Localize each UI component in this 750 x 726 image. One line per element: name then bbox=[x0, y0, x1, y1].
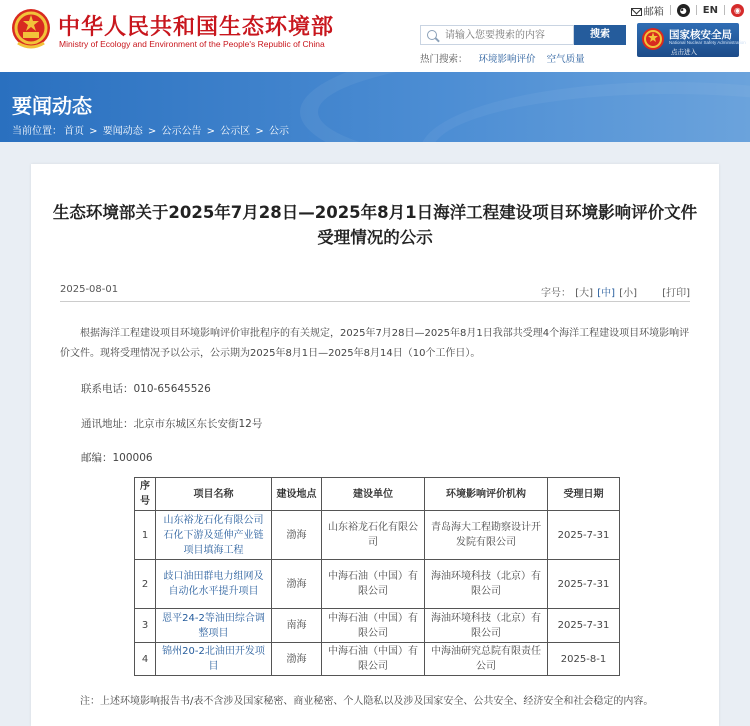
article-meta bbox=[60, 282, 690, 302]
breadcrumb-label: 当前位置： bbox=[12, 126, 62, 137]
divider bbox=[696, 5, 697, 15]
eia-agency: 中海油研究总院有限责任公司 bbox=[425, 643, 548, 676]
font-size-medium-button[interactable]: [中] bbox=[597, 288, 615, 299]
search-input[interactable] bbox=[445, 28, 571, 43]
eia-agency: 青岛海大工程勘察设计开发院有限公司 bbox=[425, 511, 548, 560]
mail-label: 邮箱 bbox=[643, 6, 664, 18]
article-card bbox=[31, 164, 719, 726]
hot-searches bbox=[420, 51, 593, 65]
breadcrumb-home[interactable]: 首页 bbox=[64, 126, 84, 137]
eia-agency: 海油环境科技（北京）有限公司 bbox=[425, 560, 548, 609]
article-title: 生态环境部关于2025年7月28日—2025年8月1日海洋工程建设项目环境影响评价文件受理情况的公示 bbox=[52, 203, 698, 247]
table-header: 环境影响评价机构 bbox=[425, 478, 548, 511]
project-location: 渤海 bbox=[272, 511, 322, 560]
font-size-label: 字号： bbox=[541, 288, 571, 299]
project-name-link[interactable]: 歧口油田群电力组网及自动化水平提升项目 bbox=[156, 560, 272, 609]
project-builder: 中海石油（中国）有限公司 bbox=[322, 643, 425, 676]
breadcrumb-current[interactable]: 公示 bbox=[269, 126, 289, 137]
search-box bbox=[420, 25, 574, 45]
accept-date: 2025-7-31 bbox=[548, 560, 620, 609]
site-header bbox=[0, 0, 750, 72]
wechat-icon[interactable]: ◕ bbox=[677, 4, 690, 17]
table-row bbox=[135, 560, 620, 609]
table-row bbox=[135, 609, 620, 643]
accept-date: 2025-7-31 bbox=[548, 609, 620, 643]
nsa-english-name: National Nuclear Safety Administration bbox=[669, 40, 746, 45]
divider bbox=[670, 5, 671, 15]
table-header: 序号 bbox=[135, 478, 156, 511]
table-header: 受理日期 bbox=[548, 478, 620, 511]
mail-link[interactable] bbox=[631, 3, 664, 18]
project-location: 渤海 bbox=[272, 560, 322, 609]
divider bbox=[724, 5, 725, 15]
project-builder: 中海石油（中国）有限公司 bbox=[322, 609, 425, 643]
font-size-small-button[interactable]: [小] bbox=[619, 288, 637, 299]
project-name-link[interactable]: 恩平24-2等油田综合调整项目 bbox=[156, 609, 272, 643]
nsa-banner-link[interactable] bbox=[637, 23, 746, 57]
breadcrumb-notices[interactable]: 公示公告 bbox=[161, 126, 202, 137]
table-header: 建设单位 bbox=[322, 478, 425, 511]
table-row bbox=[135, 643, 620, 676]
breadcrumb-separator: > bbox=[252, 126, 267, 137]
row-number: 1 bbox=[135, 511, 156, 560]
site-title[interactable]: 中华人民共和国生态环境部 bbox=[58, 15, 335, 40]
row-number: 3 bbox=[135, 609, 156, 643]
english-link[interactable]: EN bbox=[702, 4, 718, 16]
national-emblem-icon[interactable] bbox=[10, 7, 52, 51]
breadcrumb-news[interactable]: 要闻动态 bbox=[102, 126, 143, 137]
article-note: 注：上述环境影响报告书/表不含涉及国家秘密、商业秘密、个人隐私以及涉及国家安全、公共安全、经济安全和社会稳定的内容。 bbox=[80, 696, 654, 707]
accept-date: 2025-8-1 bbox=[548, 643, 620, 676]
table-row bbox=[135, 511, 620, 560]
nsa-enter-label: 点击进入 bbox=[671, 48, 697, 56]
search-button[interactable]: 搜索 bbox=[574, 25, 626, 45]
font-size-controls bbox=[540, 284, 690, 299]
project-builder: 中海石油（中国）有限公司 bbox=[322, 560, 425, 609]
project-location: 渤海 bbox=[272, 643, 322, 676]
contact-phone: 联系电话：010-65645526 bbox=[81, 383, 211, 395]
project-location: 南海 bbox=[272, 609, 322, 643]
article-paragraph: 根据海洋工程建设项目环境影响评价审批程序的有关规定，2025年7月28日—2025年8月1日我部共受理4个海洋工程建设项目环境影响评价文件。现将受理情况予以公示，公示期为2025年8月1日—2025年8月14日（10个工作日）。 bbox=[60, 328, 690, 359]
print-button[interactable]: [打印] bbox=[662, 288, 690, 299]
hot-item[interactable]: 空气质量 bbox=[546, 54, 585, 65]
weibo-icon[interactable]: ◉ bbox=[731, 4, 744, 17]
project-name-link[interactable]: 锦州20-2北油田开发项目 bbox=[156, 643, 272, 676]
accept-date: 2025-7-31 bbox=[548, 511, 620, 560]
section-title: 要闻动态 bbox=[12, 94, 92, 118]
row-number: 4 bbox=[135, 643, 156, 676]
eia-agency: 海油环境科技（北京）有限公司 bbox=[425, 609, 548, 643]
table-header: 建设地点 bbox=[272, 478, 322, 511]
search-icon bbox=[427, 30, 437, 40]
mail-icon bbox=[631, 8, 642, 16]
projects-table bbox=[134, 477, 620, 676]
table-header-row bbox=[135, 478, 620, 511]
contact-address: 通讯地址：北京市东城区东长安街12号 bbox=[81, 418, 263, 430]
project-name-link[interactable]: 山东裕龙石化有限公司石化下游及延伸产业链项目填海工程 bbox=[156, 511, 272, 560]
project-builder: 山东裕龙石化有限公司 bbox=[322, 511, 425, 560]
breadcrumb bbox=[12, 122, 291, 137]
nsa-name: 国家核安全局 bbox=[669, 29, 732, 41]
breadcrumb-separator: > bbox=[203, 126, 219, 137]
nsa-emblem-icon bbox=[641, 27, 665, 52]
hot-label: 热门搜索： bbox=[420, 54, 468, 65]
publish-date: 2025-08-01 bbox=[60, 284, 119, 295]
hot-item[interactable]: 环境影响评价 bbox=[478, 54, 536, 65]
site-subtitle: Ministry of Ecology and Environment of the People's Republic of China bbox=[59, 39, 325, 49]
table-header: 项目名称 bbox=[156, 478, 272, 511]
row-number: 2 bbox=[135, 560, 156, 609]
breadcrumb-notice-area[interactable]: 公示区 bbox=[220, 126, 251, 137]
font-size-large-button[interactable]: [大] bbox=[575, 288, 593, 299]
breadcrumb-separator: > bbox=[86, 126, 101, 137]
top-links bbox=[631, 2, 744, 18]
contact-postcode: 邮编：100006 bbox=[81, 452, 153, 464]
breadcrumb-separator: > bbox=[144, 126, 160, 137]
